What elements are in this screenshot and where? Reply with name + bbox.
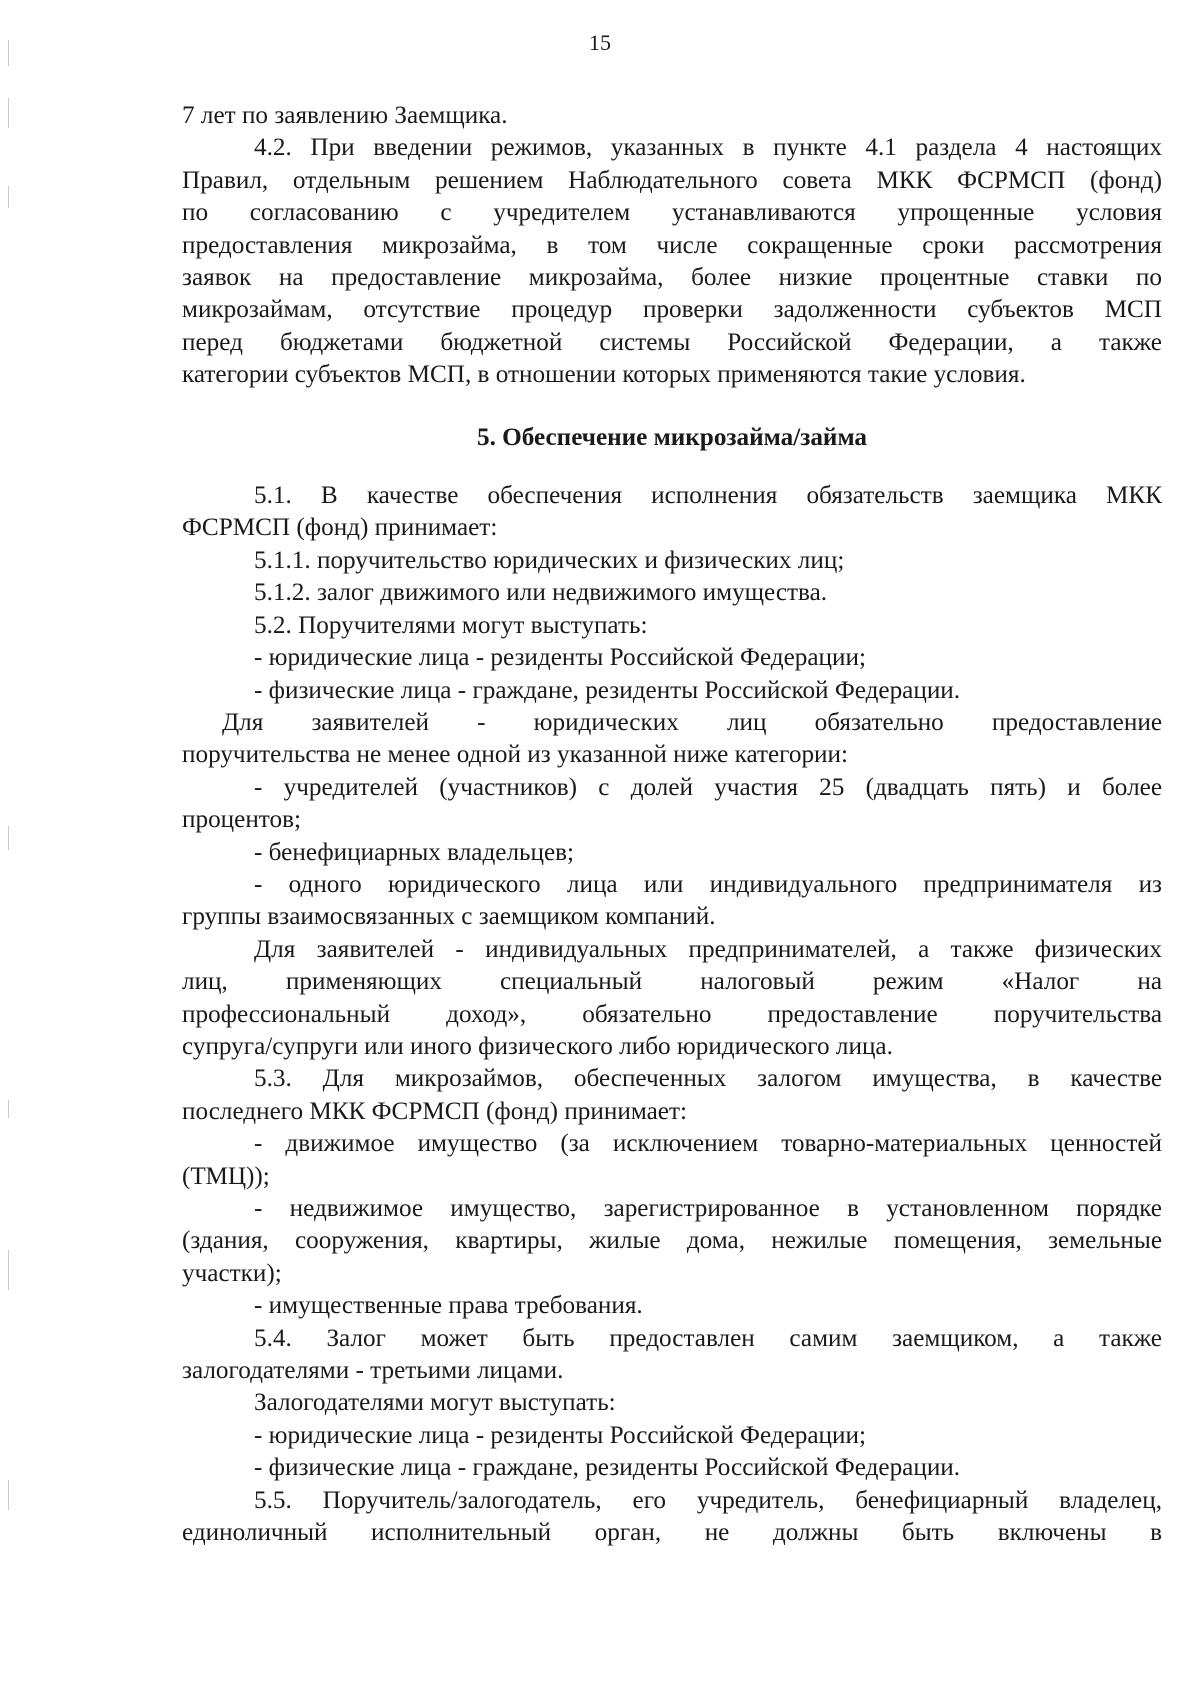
list-item: - движимое имущество (за исключением товарно-материальных ценностей	[254, 1130, 1162, 1158]
text-line: Правил, отдельным решением Наблюдательного совета МКК ФСРМСП (фонд)	[182, 166, 1162, 194]
list-item: - учредителей (участников) с долей участия 25 (двадцать пять) и более	[254, 773, 1162, 801]
text-line: 5.2. Поручителями могут выступать:	[254, 611, 648, 639]
text-line: единоличный исполнительный орган, не должны быть включены в	[182, 1519, 1162, 1547]
text-line: перед бюджетами бюджетной системы Российской Федерации, а также	[182, 328, 1162, 356]
text-line: Для заявителей - индивидуальных предпринимателей, а также физических	[254, 935, 1162, 963]
text-line: заявок на предоставление микрозайма, более низкие процентные ставки по	[182, 264, 1162, 292]
text-line: 5.1.1. поручительство юридических и физических лиц;	[254, 546, 845, 574]
page-number: 15	[589, 30, 611, 55]
list-item: - юридические лица - резиденты Российской Федерации;	[254, 1421, 866, 1449]
document-body	[182, 100, 1162, 1549]
scan-edge-marks	[8, 0, 12, 1695]
list-item: - одного юридического лица или индивидуального предпринимателя из	[254, 870, 1162, 898]
text-line: 7 лет по заявлению Заемщика.	[182, 102, 508, 129]
text-line: группы взаимосвязанных с заемщиком компаний.	[182, 903, 716, 931]
text-line: последнего МКК ФСРМСП (фонд) принимает:	[182, 1097, 687, 1125]
text-line: лиц, применяющих специальный налоговый режим «Налог на	[182, 968, 1162, 996]
list-item: - физические лица - граждане, резиденты Российской Федерации.	[254, 676, 961, 704]
text-line: 5.5. Поручитель/залогодатель, его учредитель, бенефициарный владелец,	[254, 1486, 1162, 1514]
text-line: предоставления микрозайма, в том числе сокращенные сроки рассмотрения	[182, 231, 1162, 259]
list-item: - имущественные права требования.	[254, 1292, 643, 1320]
text-line: 5.1. В качестве обеспечения исполнения обязательств заемщика МКК	[254, 482, 1162, 510]
text-line: Залогодателями могут выступать:	[254, 1389, 616, 1417]
list-item: - недвижимое имущество, зарегистрированное в установленном порядке	[254, 1195, 1162, 1222]
text-line: 5.1.2. залог движимого или недвижимого имущества.	[254, 579, 828, 607]
text-line: процентов;	[182, 806, 301, 834]
list-item: - физические лица - граждане, резиденты Российской Федерации.	[254, 1454, 961, 1482]
text-line: залогодателями - третьими лицами.	[182, 1357, 564, 1385]
section-heading: 5. Обеспечение микрозайма/займа	[476, 423, 868, 451]
text-line: супруга/супруги или иного физического либо юридического лица.	[182, 1032, 893, 1060]
text-line: 5.3. Для микрозаймов, обеспеченных залогом имущества, в качестве	[254, 1065, 1162, 1093]
text-line: микрозаймам, отсутствие процедур проверки задолженности субъектов МСП	[182, 296, 1162, 324]
list-item: - юридические лица - резиденты Российской Федерации;	[254, 644, 866, 672]
text-line: 5.4. Залог может быть предоставлен самим заемщиком, а также	[254, 1324, 1162, 1352]
list-item: - бенефициарных владельцев;	[254, 838, 575, 866]
text-line: по согласованию с учредителем устанавливаются упрощенные условия	[182, 199, 1162, 227]
text-line: профессиональный доход», обязательно предоставление поручительства	[182, 1000, 1162, 1028]
text-line: (здания, сооружения, квартиры, жилые дома, нежилые помещения, земельные	[182, 1227, 1162, 1255]
text-line: (ТМЦ));	[182, 1162, 270, 1190]
text-line: ФСРМСП (фонд) принимает:	[182, 514, 498, 542]
text-line: поручительства не менее одной из указанной ниже категории:	[182, 741, 849, 769]
text-line: категории субъектов МСП, в отношении которых применяются такие условия.	[182, 361, 1026, 389]
text-line: Для заявителей - юридических лиц обязательно предоставление	[222, 708, 1162, 736]
text-line: участки);	[182, 1259, 282, 1287]
text-line: 4.2. При введении режимов, указанных в пункте 4.1 раздела 4 настоящих	[254, 134, 1162, 162]
